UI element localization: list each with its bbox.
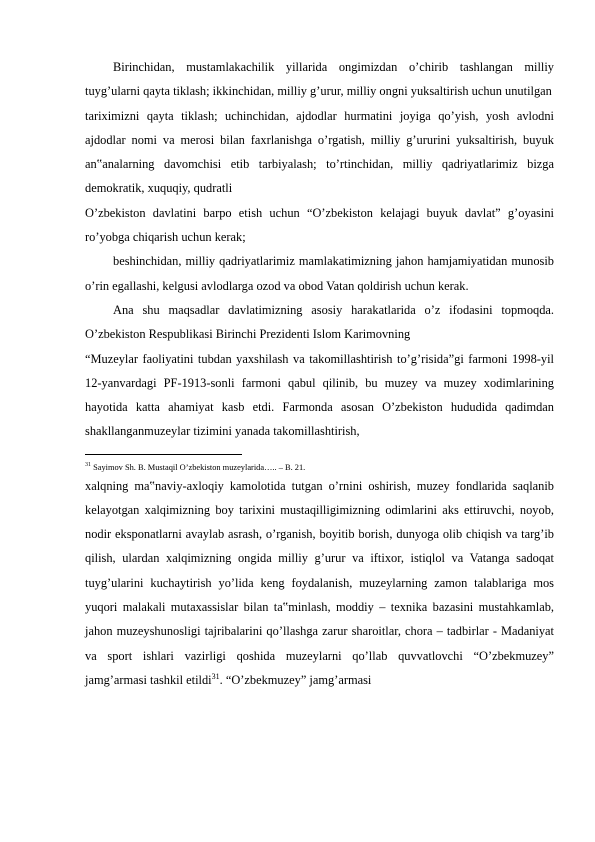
paragraph-7 xyxy=(85,474,554,693)
paragraph-6: “Muzeylar faoliyatini tubdan yaxshilash va takomillashtirish to’g’risida”gi farmoni 1998-yil 12-yanvardagi PF-1913-sonli farmoni qabul qilinib, bu muzey va muzey xodimlarining hayotida katta ahamiyat kasb etdi. Farmonda asosan O’zbekiston hududida qadimdan shakllanganmuzeylar tizimini yanada takomillashtirish, xyxy=(85,351,554,439)
paragraph-1: Birinchidan, mustamlakachilik yillarida ongimizdan o’chirib tashlangan milliy tuyg’ularni qayta tiklash; ikkinchidan, milliy g’urur, milliy ongni yuksaltirish uchun unutilgan xyxy=(85,60,554,99)
document-page xyxy=(85,55,554,692)
footnote-text: Sayimov Sh. B. Mustaqil O’zbekiston muzeylarida….. – B. 21. xyxy=(93,462,306,472)
paragraph-7-tail: . “O’zbekmuzey” jamg’armasi xyxy=(219,672,372,687)
footnote-marker: 31 xyxy=(85,461,91,468)
paragraph-7-body: xalqning ma‟naviy-axloqiy kamolotida tutgan o’rnini oshirish, muzey fondlarida saqlanib kelayotgan xalqimizning boy tarixini mustaqilligimizning odimlarini aks ettiruvchi, noyob, nodir eksponatlarni avaylab asrash, o’rganish, boyitib borish, dunyoga olib chiqish va targ’ib qilish, ulardan xalqimizning ongida milliy g’urur va iftixor, istiqlol va Vatanga sadoqat tuyg’ularini kuchaytirish yo’lida keng foydalanish, muzeylarning zamon talablariga mos yuqori malakali mutaxassislar bilan ta‟minlash, moddiy – texnika bazasini mustahkamlab, jahon muzeyshunosligi tajribalarini qo’llashga zarur sharoitlar, chora – tadbirlar - Madaniyat va sport ishlari vazirligi qoshida muzeylarni qo’llab quvvatlovchi “O’zbekmuzey” jamg’armasi tashkil etildi xyxy=(85,478,554,687)
paragraph-5: Ana shu maqsadlar davlatimizning asosiy harakatlarida o’z ifodasini topmoqda. O’zbekiston Respublikasi Birinchi Prezidenti Islom Karimovning xyxy=(85,302,554,342)
footnote-reference: 31 xyxy=(211,671,220,681)
footnote xyxy=(85,459,554,474)
paragraph-4: beshinchidan, milliy qadriyatlarimiz mamlakatimizning jahon hamjamiyatidan munosib o’rin egallashi, kelgusi avlodlarga ozod va obod Vatan qoldirish uchun kerak. xyxy=(85,254,554,293)
footnote-divider xyxy=(85,454,242,455)
paragraph-3: O’zbekiston davlatini barpo etish uchun “O’zbekiston kelajagi buyuk davlat” g’oyasini ro’yobga chiqarish uchun kerak; xyxy=(85,205,554,245)
paragraph-2: tariximizni qayta tiklash; uchinchidan, ajdodlar hurmatini joyiga qo’yish, yosh avlodni ajdodlar nomi va merosi bilan faxrlanishga o’rgatish, milliy g’ururini yuksaltirish, buyuk an‟analarning davomchisi etib tarbiyalash; to’rtinchidan, milliy qadriyatlarimiz bizga demokratik, xuquqiy, qudratli xyxy=(85,108,554,196)
